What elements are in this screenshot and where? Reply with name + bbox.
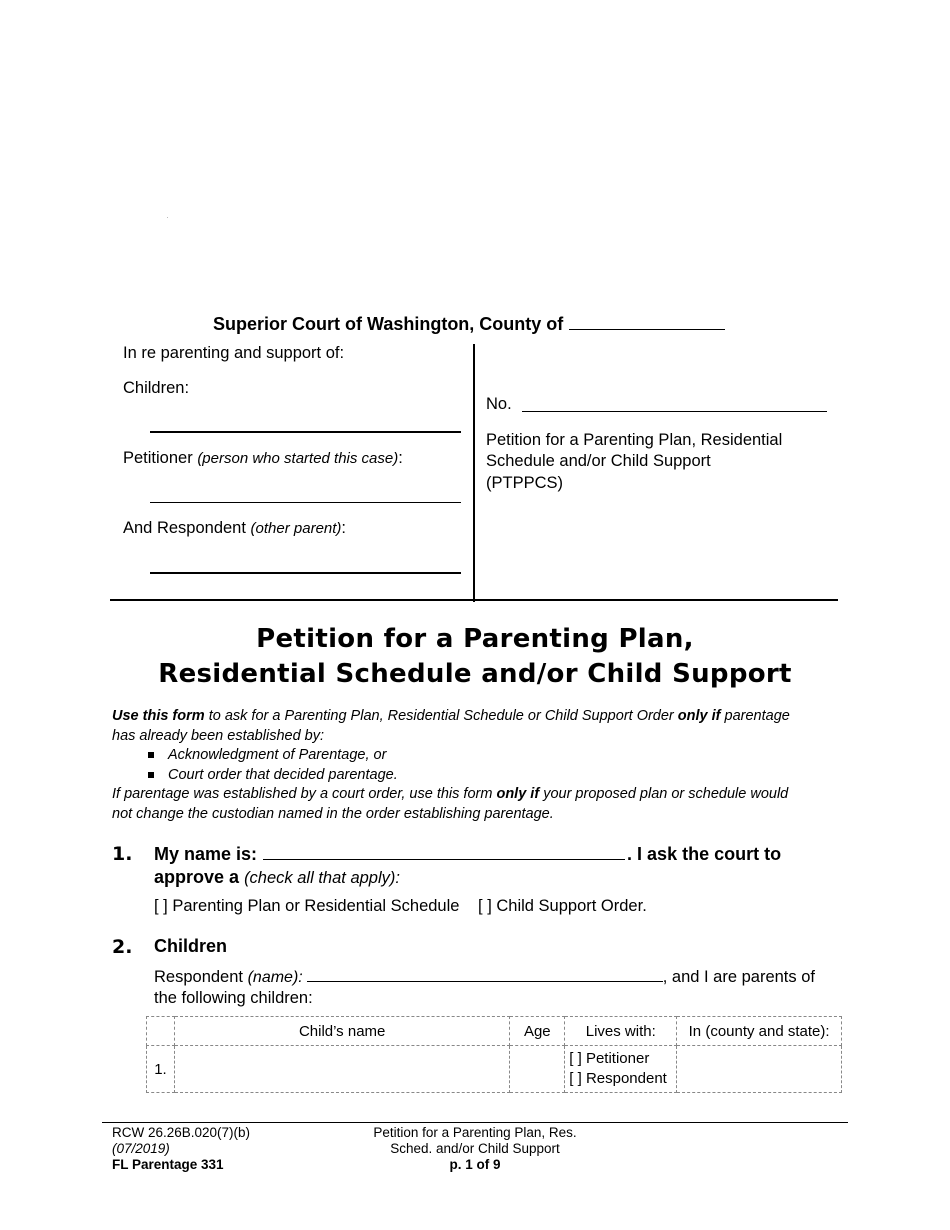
parentage-list [112,746,812,785]
case-code: (PTPPCS) [486,474,564,492]
column-header-lives-with: Lives with: [565,1017,677,1046]
row-number: 1. [147,1046,175,1093]
approve-text: approve a [154,867,240,887]
footer-center [330,1125,620,1173]
footer-rule [102,1122,848,1123]
section-2-number: 2. [112,936,133,958]
lives-with-petitioner-checkbox[interactable]: [ ] Petitioner [569,1050,650,1067]
respondent-note: (other parent) [250,520,342,537]
case-title: Petition for a Parenting Plan, Residential Schedule and/or Child Support [486,431,783,470]
column-header-number [147,1017,175,1046]
following-children-text: the following children: [154,989,313,1007]
column-header-county-state: In (county and state): [677,1017,842,1046]
child-age-cell[interactable] [510,1046,565,1093]
respondent-label [123,519,346,538]
court-name: Superior Court of Washington, County of [213,314,564,334]
table-header-row [147,1017,842,1046]
column-header-child-name: Child’s name [174,1017,509,1046]
petitioner-colon: : [398,449,403,467]
children-name-line[interactable] [150,431,461,433]
my-name-field[interactable] [263,845,625,860]
document-title-line2: Residential Schedule and/or Child Support [158,659,792,689]
parents-of-text: , and I are parents of [662,968,815,986]
in-re-label: In re parenting and support of: [123,344,345,362]
respondent-word: Respondent [154,968,243,986]
respondent-name-line[interactable] [150,572,461,574]
lives-with-cell [565,1046,677,1093]
county-blank-field[interactable] [569,315,725,330]
caption-vertical-divider [473,344,475,602]
lives-with-respondent-checkbox[interactable]: [ ] Respondent [569,1070,667,1087]
child-name-cell[interactable] [174,1046,509,1093]
footer-title-line1: Petition for a Parenting Plan, Res. [373,1125,577,1140]
footer-form-id: FL Parentage 331 [112,1157,224,1172]
footer-left [112,1125,250,1173]
instructions-paragraph-1: Use this form to ask for a Parenting Plan, Residential Schedule or Child Support Order only if parentage has already been established by: [112,708,790,744]
court-header [213,314,725,335]
footer-date: (07/2019) [112,1141,170,1156]
parenting-plan-checkbox[interactable]: [ ] Parenting Plan or Residential Schedule [154,897,460,915]
petitioner-text: Petitioner [123,449,193,467]
respondent-text: And Respondent [123,519,246,537]
document-title-line1: Petition for a Parenting Plan, [256,624,694,654]
respondent-statement [154,967,815,1008]
case-number-label: No. [486,395,512,413]
petitioner-name-line[interactable] [150,502,461,503]
respondent-colon: : [341,519,347,537]
list-item: Acknowledgment of Parentage, or [112,746,812,766]
instructions-paragraph-2: If parentage was established by a court order, use this form only if your proposed plan or schedule would not change the custodian named in the order establishing parentage. [112,786,789,822]
ask-court-text: . I ask the court to [627,844,782,864]
respondent-name-field[interactable] [307,967,663,982]
caption-bottom-rule [110,599,838,601]
case-number-field[interactable] [522,411,827,412]
page-number: p. 1 of 9 [449,1157,501,1172]
check-all-note: (check all that apply): [244,869,400,887]
list-item: Court order that decided parentage. [112,766,812,786]
children-label: Children: [123,379,190,397]
footer-rcw: RCW 26.26B.020(7)(b) [112,1125,251,1140]
petitioner-label [123,449,403,468]
section-2-heading: Children [154,936,228,956]
petitioner-note: (person who started this case) [197,450,399,467]
footer-title-line2: Sched. and/or Child Support [390,1141,560,1156]
scan-speck [167,217,168,218]
child-support-checkbox[interactable]: [ ] Child Support Order. [478,897,647,915]
my-name-label: My name is: [154,844,258,864]
instructions [112,707,812,825]
approval-options [154,897,661,916]
respondent-name-note: (name): [247,969,303,986]
county-state-cell[interactable] [677,1046,842,1093]
children-table [146,1016,842,1093]
case-number [486,395,512,414]
section-1-number: 1. [112,843,133,865]
column-header-age: Age [510,1017,565,1046]
table-row [147,1046,842,1093]
section-1-line2 [154,867,400,888]
section-1-line1 [154,844,781,865]
